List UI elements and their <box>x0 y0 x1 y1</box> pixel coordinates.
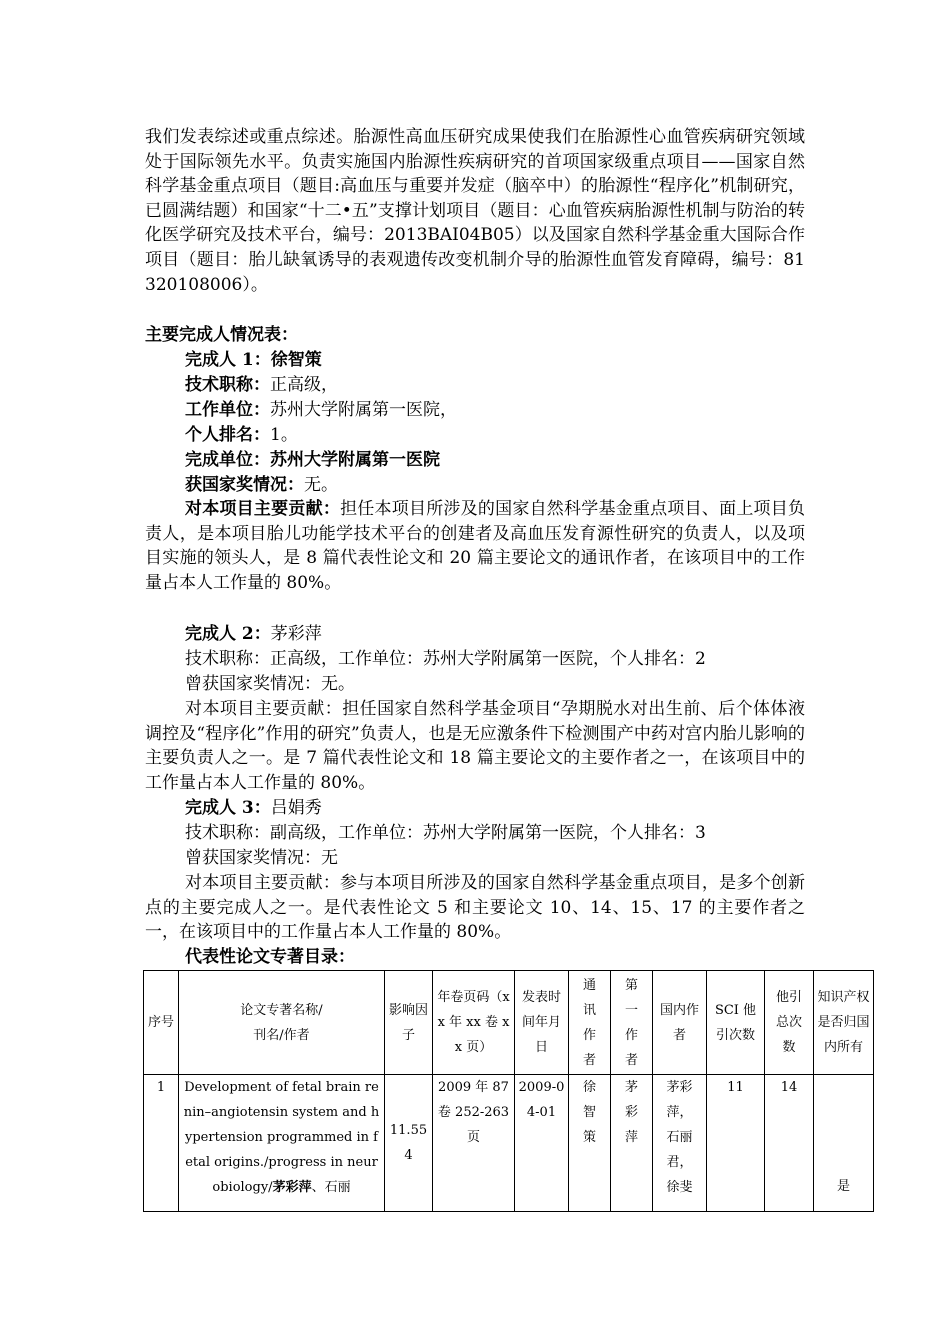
cell-title-author-bold: 茅彩萍 <box>272 1180 312 1195</box>
cell-sci: 11 <box>707 1075 765 1212</box>
cell-title-author-rest: 、石丽 <box>311 1180 351 1195</box>
person2-info: 技术职称：正高级，工作单位：苏州大学附属第一医院，个人排名：2 <box>185 649 706 669</box>
person1-unit-label: 工作单位： <box>185 400 270 420</box>
person1-rank-line <box>185 423 298 447</box>
cell-domestic: 茅彩萍，石丽君，徐斐 <box>653 1075 707 1212</box>
header-total: 他引总次数 <box>765 971 814 1075</box>
header-date: 发表时间年月日 <box>515 971 569 1075</box>
header-title: 论文专著名称/刊名/作者 <box>179 971 385 1075</box>
header-volume: 年卷页码（xx 年 xx 卷 xx 页） <box>433 971 515 1075</box>
table-row <box>144 1075 874 1212</box>
cell-impact: 11.554 <box>385 1075 433 1212</box>
header-impact: 影响因子 <box>385 971 433 1075</box>
person1-rank-label: 个人排名： <box>185 425 270 445</box>
person1-award-label: 获国家奖情况： <box>185 475 304 495</box>
person1-name: 徐智策 <box>270 350 322 370</box>
person1-org-line <box>185 448 440 472</box>
person1-award: 无。 <box>304 475 338 495</box>
cell-ip: 是 <box>814 1075 874 1212</box>
cell-date: 2009-04-01 <box>515 1075 569 1212</box>
person2-name: 茅彩萍 <box>270 624 322 644</box>
intro-paragraph: 我们发表综述或重点综述。胎源性高血压研究成果使我们在胎源性心血管疾病研究领域处于国际领先水平。负责实施国内胎源性疾病研究的首项国家级重点项目——国家自然科学基金重点项目（题目:高血压与重要并发症（脑卒中）的胎源性“程序化”机制研究，已圆满结题）和国家“十二•五”支撑计划项目（题目：心血管疾病胎源性机制与防治的转化医学研究及技术平台，编号：2013BAI04B05）以及国家自然科学基金重大国际合作项目（题目：胎儿缺氧诱导的表观遗传改变机制介导的胎源性血管发育障碍，编号：81320108006）。 <box>145 127 805 295</box>
person1-title-label: 技术职称： <box>185 375 270 395</box>
person1-org-label: 完成单位： <box>185 450 270 470</box>
person3-name-line <box>185 796 322 820</box>
person3-name-label: 完成人 3： <box>185 798 271 818</box>
papers-table <box>143 970 874 1212</box>
person1-contrib-text: 担任本项目所涉及的国家自然科学基金重点项目、面上项目负责人，是本项目胎儿功能学技术平台的创建者及高血压发育源性研究的负责人，以及项目实施的领头人，是 8 篇代表性论文和 20 篇主要论文的通讯作者，在该项目中的工作量占本人工作量的 80%。 <box>145 499 806 593</box>
person1-award-line <box>185 473 338 497</box>
header-ip: 知识产权是否归国内所有 <box>814 971 874 1075</box>
person1-name-line <box>185 348 322 372</box>
person1-name-label: 完成人 1： <box>185 350 271 370</box>
person2-contribution: 对本项目主要贡献：担任国家自然科学基金项目“孕期脱水对出生前、后个体体液调控及“程序化”作用的研究”负责人，也是无应激条件下检测围产中药对宫内胎儿影响的主要负责人之一。是 7 篇代表性论文和 18 篇主要论文的主要作者之一，在该项目中的工作量占本人工作量的 80%。 <box>145 699 805 793</box>
cell-corresponding: 徐智策 <box>569 1075 611 1212</box>
person1-contrib-label: 对本项目主要贡献： <box>185 499 341 519</box>
header-corresponding: 通讯作者 <box>569 971 611 1075</box>
cell-title <box>179 1075 385 1212</box>
person1-rank: 1。 <box>270 425 298 445</box>
person3-name: 吕娟秀 <box>270 798 322 818</box>
header-seq: 序号 <box>144 971 179 1075</box>
person1-title-line <box>185 373 338 397</box>
header-domestic: 国内作者 <box>653 971 707 1075</box>
cell-total: 14 <box>765 1075 814 1212</box>
person2-award: 曾获国家奖情况：无。 <box>185 674 355 694</box>
table-header-row <box>144 971 874 1075</box>
header-first: 第一作者 <box>611 971 653 1075</box>
papers-title: 代表性论文专著目录： <box>185 947 355 967</box>
cell-volume: 2009 年 87 卷 252-263 页 <box>433 1075 515 1212</box>
person3-award: 曾获国家奖情况：无 <box>185 848 338 868</box>
person3-contribution: 对本项目主要贡献：参与本项目所涉及的国家自然科学基金重点项目，是多个创新点的主要完成人之一。是代表性论文 5 和主要论文 10、14、15、17 的主要作者之一，在该项目中的工作量占本人工作量的 80%。 <box>145 873 805 943</box>
cell-first: 茅彩萍 <box>611 1075 653 1212</box>
cell-title-en: Development of fetal brain renin–angiotensin system and hypertension programmed in fetal origins./progress in neurobiology/ <box>183 1080 380 1195</box>
header-sci: SCI 他引次数 <box>707 971 765 1075</box>
person1-unit: 苏州大学附属第一医院， <box>270 400 457 420</box>
person1-title: 正高级， <box>270 375 338 395</box>
section-title: 主要完成人情况表： <box>145 325 298 345</box>
person1-org: 苏州大学附属第一医院 <box>270 450 440 470</box>
person2-name-label: 完成人 2： <box>185 624 271 644</box>
person1-contribution <box>145 497 805 595</box>
cell-seq: 1 <box>144 1075 179 1212</box>
person1-unit-line <box>185 398 457 422</box>
person3-info: 技术职称：副高级，工作单位：苏州大学附属第一医院，个人排名：3 <box>185 823 706 843</box>
person2-name-line <box>185 622 322 646</box>
